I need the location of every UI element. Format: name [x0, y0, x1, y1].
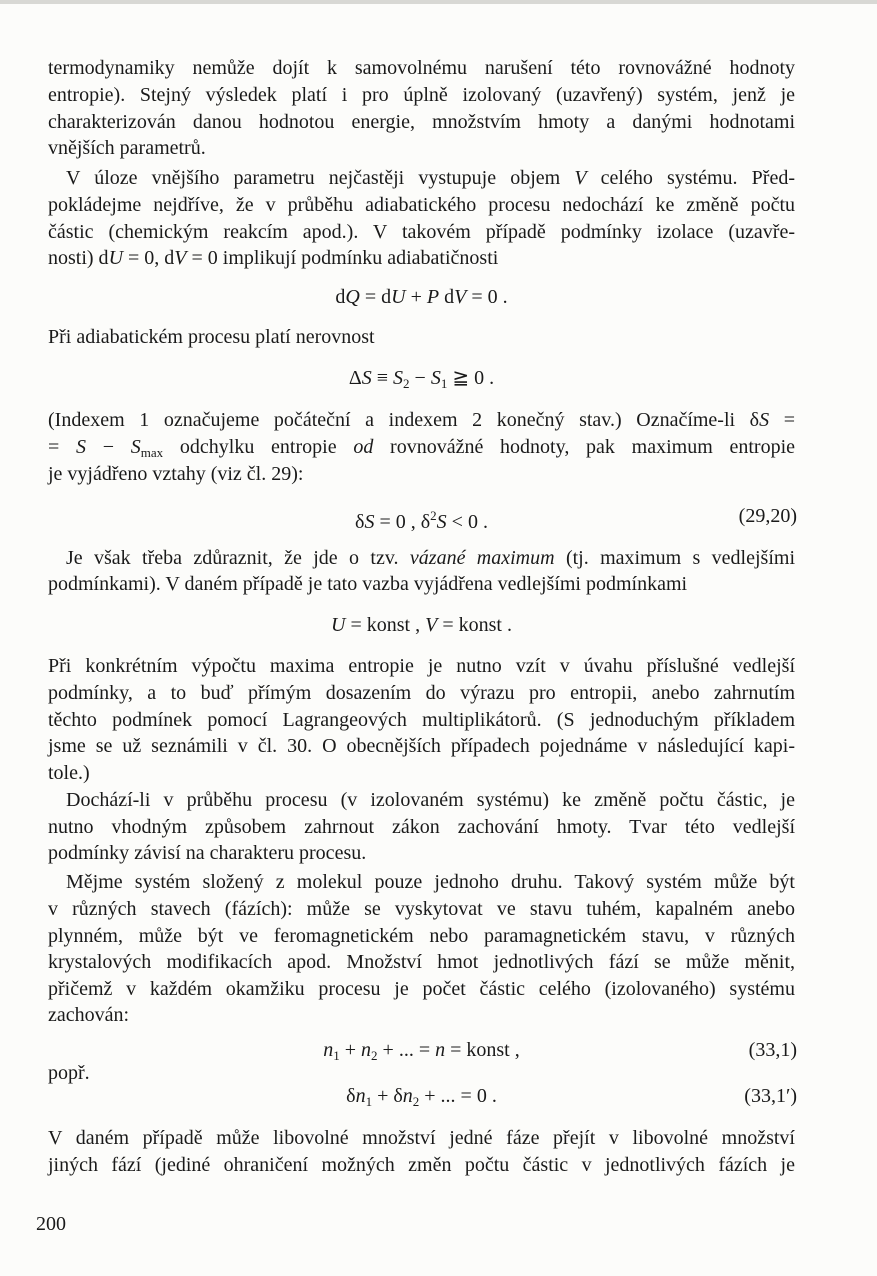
text-run: V úloze vnějšího parametru nejčastěji vystupuje objem [66, 167, 575, 189]
text-run: < 0 . [446, 511, 488, 533]
text-run: odchylku entropie [163, 436, 354, 458]
italic-text: od [353, 436, 374, 458]
text-run: v různých stavech (fázích): může se vyskytovat ve stavu tuhém, kapalném anebo [48, 898, 795, 920]
subscript: max [140, 445, 164, 460]
text-run: částic (chemickým reakcím apod.). V takovém případě podmínky izolace (uzavře- [48, 221, 795, 243]
italic-text: U [331, 614, 346, 636]
text-run: + ... = 0 . [419, 1085, 497, 1107]
text-line [48, 462, 795, 486]
text-run: Δ [348, 367, 362, 389]
text-line [48, 136, 795, 160]
text-run: (Indexem 1 označujeme počáteční a indexem 2 konečný stav.) Označíme-li δ [48, 409, 760, 431]
text-line [48, 897, 795, 921]
text-run: − [409, 367, 431, 389]
text-run: + [339, 1039, 362, 1061]
text-run: Je však třeba zdůraznit, že jde o tzv. [66, 547, 410, 569]
text-line [48, 841, 795, 865]
text-run: δ [346, 1085, 356, 1107]
text-run: = konst , [445, 1039, 520, 1061]
text-run: entropie). Stejný výsledek platí i pro úplně izolovaný (uzavřený) systém, jenž je [48, 84, 795, 106]
text-run: Při adiabatickém procesu platí nerovnost [48, 326, 375, 348]
text-line [66, 788, 795, 812]
text-line [48, 924, 795, 948]
text-run: nosti) d [48, 247, 109, 269]
text-run: (tj. maximum s vedlejšími [554, 547, 795, 569]
text-run: = konst , [345, 614, 426, 636]
superscript: 2 [430, 508, 437, 523]
text-run: = 0 , δ [374, 511, 431, 533]
equation-line [48, 366, 795, 396]
text-run: pokládejme nejdříve, že v průběhu adiabatického procesu nedochází ke změně počtu [48, 194, 795, 216]
text-run: = konst . [437, 614, 512, 636]
italic-text: vázané maximum [409, 547, 555, 569]
text-line [48, 734, 795, 758]
text-run: těchto podmínek pomocí Lagrangeových multiplikátorů. (S jednoduchým příkladem [48, 709, 795, 731]
italic-text: Q [345, 286, 360, 308]
italic-text: V [425, 614, 438, 636]
text-run: zachován: [48, 1004, 130, 1026]
text-line [48, 83, 795, 107]
text-run: jiných fází (jediné ohraničení možných změn počtu částic v jednotlivých fázích je [48, 1154, 795, 1176]
italic-text: U [108, 247, 124, 269]
text-line [48, 761, 795, 785]
text-run: + ... = [377, 1039, 436, 1061]
italic-text: U [391, 286, 406, 308]
text-line [48, 325, 795, 349]
scan-edge [0, 0, 877, 4]
text-run: = [48, 436, 77, 458]
text-line [48, 572, 795, 596]
text-run: = 0, d [123, 247, 175, 269]
equation-number: (33,1′) [744, 1085, 797, 1107]
text-line [48, 1153, 795, 1177]
italic-text: S [361, 367, 372, 389]
text-line [48, 1061, 795, 1085]
text-run: plynném, může být ve feromagnetickém nebo paramagnetickém stavu, v různých [48, 925, 795, 947]
subscript: 1 [333, 1048, 340, 1063]
italic-text: S [364, 511, 375, 533]
italic-text: S [436, 511, 447, 533]
italic-text: P [426, 286, 440, 308]
italic-text: n [323, 1039, 334, 1061]
subscript: 2 [412, 1094, 420, 1109]
text-run: Při konkrétním výpočtu maxima entropie je nutno vzít v úvahu příslušné vedlejší [48, 655, 795, 677]
text-run: podmínky, a to buď přímým dosazením do výrazu pro entropii, anebo zahrnutím [48, 682, 795, 704]
text-line [48, 950, 795, 974]
text-line [48, 815, 795, 839]
page-number: 200 [36, 1213, 66, 1235]
text-run: = d [359, 286, 392, 308]
text-run: d [335, 286, 346, 308]
text-line [48, 681, 795, 705]
italic-text: V [574, 167, 587, 189]
text-run: rovnovážné hodnoty, pak maximum entropie [373, 436, 796, 458]
text-line [48, 435, 795, 465]
subscript: 2 [371, 1048, 378, 1063]
text-run: = [769, 409, 796, 431]
italic-text: n [355, 1085, 366, 1107]
text-run: vnějších parametrů. [48, 137, 206, 159]
italic-text: S [430, 367, 441, 389]
italic-text: n [435, 1039, 446, 1061]
text-run: celého systému. Před- [586, 167, 795, 189]
subscript: 2 [403, 376, 410, 391]
text-line [48, 408, 795, 432]
italic-text: V [174, 247, 187, 269]
text-line [48, 1003, 795, 1027]
text-line [48, 1126, 795, 1150]
text-line [66, 870, 795, 894]
italic-text: V [454, 286, 467, 308]
text-run: Dochází-li v průběhu procesu (v izolovaném systému) ke změně počtu částic, je [66, 789, 795, 811]
text-line [48, 246, 795, 270]
text-run: nutno vhodným způsobem zahrnout zákon zachování hmoty. Tvar této vedlejší [48, 816, 795, 838]
italic-text: n [402, 1085, 413, 1107]
text-run: termodynamiky nemůže dojít k samovolnému narušení této rovnovážné hodnoty [48, 57, 795, 79]
text-run: = 0 implikují podmínku adiabatičnosti [186, 247, 499, 269]
text-run: je vyjádřeno vztahy (viz čl. 29): [48, 463, 304, 485]
text-run: Mějme systém složený z molekul pouze jednoho druhu. Takový systém může být [66, 871, 795, 893]
text-run: = 0 . [466, 286, 508, 308]
text-run: přičemž v každém okamžiku procesu je počet částic celého (izolovaného) systému [48, 978, 795, 1000]
text-line [48, 654, 795, 678]
text-run: + δ [372, 1085, 403, 1107]
italic-text: S [76, 436, 87, 458]
text-line [66, 546, 795, 570]
text-line [48, 193, 795, 217]
equation-line [48, 504, 795, 534]
text-run: charakterizován danou hodnotou energie, množstvím hmoty a danými hodnotami [48, 111, 795, 133]
text-run: − [86, 436, 131, 458]
text-run: ≡ [371, 367, 394, 389]
text-run: popř. [48, 1062, 90, 1084]
text-line [48, 708, 795, 732]
equation-line [48, 613, 795, 637]
equation-line [48, 1084, 795, 1114]
text-line [48, 110, 795, 134]
text-run: krystalových modifikacích apod. Množství hmot jednotlivých fází se může měnit, [48, 951, 795, 973]
text-run: podmínkami). V daném případě je tato vazba vyjádřena vedlejšími podmínkami [48, 573, 688, 595]
text-run: δ [355, 511, 365, 533]
text-line [66, 166, 795, 190]
text-run: jsme se už seznámili v čl. 30. O obecnějších případech pojednáme v následující kapi- [48, 735, 795, 757]
subscript: 1 [440, 376, 448, 391]
text-run: V daném případě může libovolné množství jedné fáze přejít v libovolné množství [48, 1127, 795, 1149]
text-line [48, 56, 795, 80]
italic-text: S [393, 367, 404, 389]
text-run: d [439, 286, 455, 308]
text-run: podmínky závisí na charakteru procesu. [48, 842, 367, 864]
text-run: ≧ 0 . [447, 367, 495, 389]
text-run: tole.) [48, 762, 90, 784]
equation-number: (33,1) [748, 1039, 797, 1061]
text-line [48, 977, 795, 1001]
italic-text: n [361, 1039, 372, 1061]
subscript: 1 [365, 1094, 373, 1109]
italic-text: S [759, 409, 770, 431]
equation-number: (29,20) [738, 505, 797, 527]
text-line [48, 220, 795, 244]
equation-line [48, 285, 795, 309]
text-run: + [405, 286, 427, 308]
italic-text: S [130, 436, 141, 458]
